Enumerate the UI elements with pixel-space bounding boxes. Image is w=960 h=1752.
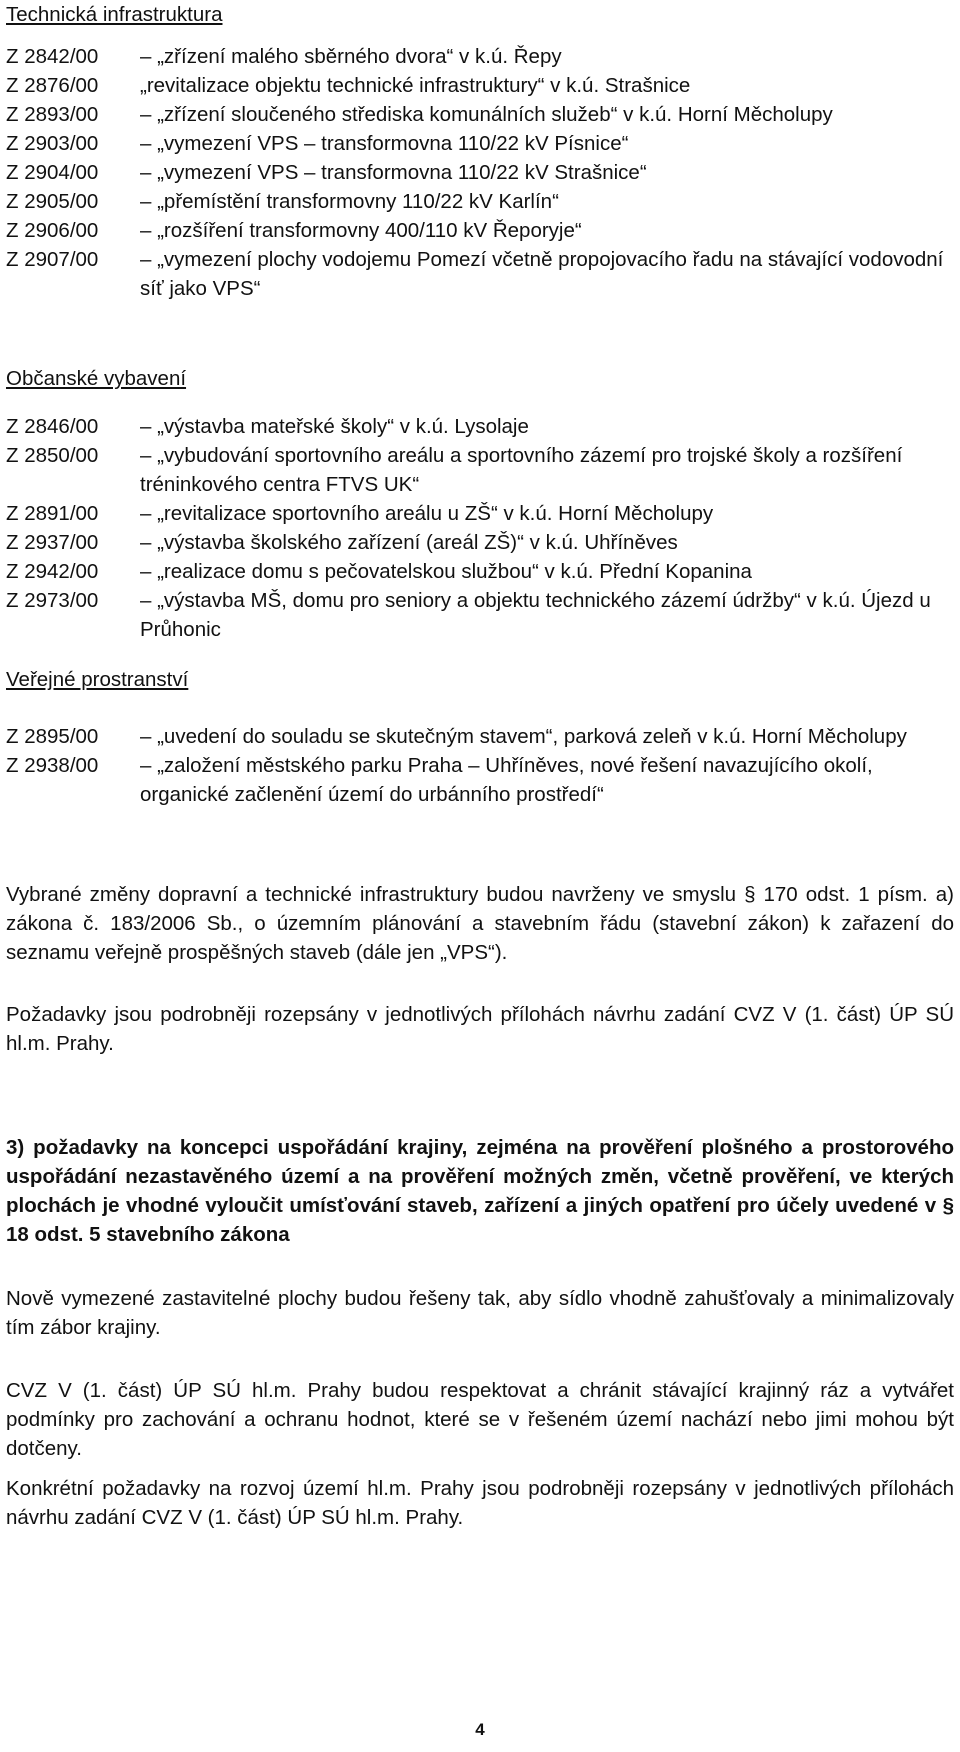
paragraph-vps bbox=[6, 880, 954, 967]
list-item bbox=[6, 42, 946, 71]
item-code: Z 2903/00 bbox=[6, 132, 99, 155]
item-text: – „rozšíření transformovny 400/110 kV Řeporyje“ bbox=[140, 219, 582, 242]
list-item bbox=[6, 499, 946, 528]
item-code: Z 2904/00 bbox=[6, 161, 99, 184]
item-code: Z 2906/00 bbox=[6, 219, 99, 242]
list-item bbox=[6, 129, 946, 158]
item-code: Z 2905/00 bbox=[6, 190, 99, 213]
public-space-list bbox=[6, 722, 946, 809]
item-code: Z 2942/00 bbox=[6, 560, 99, 583]
section-heading-public-space: Veřejné prostranství bbox=[6, 668, 189, 691]
item-text: – „vymezení plochy vodojemu Pomezí včetně propojovacího řadu na stávající vodovodní síť jako VPS“ bbox=[140, 248, 944, 300]
item-text: – „vymezení VPS – transformovna 110/22 kV Strašnice“ bbox=[140, 161, 647, 184]
list-item bbox=[6, 216, 946, 245]
list-item bbox=[6, 412, 946, 441]
item-code: Z 2850/00 bbox=[6, 444, 99, 467]
list-item bbox=[6, 528, 946, 557]
list-item bbox=[6, 722, 946, 751]
item-text: „revitalizace objektu technické infrastruktury“ v k.ú. Strašnice bbox=[140, 74, 691, 97]
page-number: 4 bbox=[475, 1720, 485, 1739]
paragraph-text: CVZ V (1. část) ÚP SÚ hl.m. Prahy budou respektovat a chránit stávající krajinný ráz a vytvářet podmínky pro zachování a ochranu hodnot, které se v řešeném území nachází nebo jimi mohou být dotčeny. bbox=[6, 1379, 954, 1460]
item-code: Z 2973/00 bbox=[6, 589, 99, 612]
civic-amenities-list bbox=[6, 412, 946, 644]
item-text: – „přemístění transformovny 110/22 kV Karlín“ bbox=[140, 190, 559, 213]
list-item bbox=[6, 245, 946, 303]
paragraph-landscape-character bbox=[6, 1376, 954, 1463]
technical-infrastructure-list bbox=[6, 42, 946, 303]
list-item bbox=[6, 71, 946, 100]
item-code: Z 2907/00 bbox=[6, 248, 99, 271]
paragraph-text: Vybrané změny dopravní a technické infrastruktury budou navrženy ve smyslu § 170 odst. 1 písm. a) zákona č. 183/2006 Sb., o územním plánování a stavebním řádu (stavební zákon) k zařazení do seznamu veřejně prospěšných staveb (dále jen „VPS“). bbox=[6, 883, 954, 964]
list-item bbox=[6, 158, 946, 187]
item-code: Z 2842/00 bbox=[6, 45, 99, 68]
list-item bbox=[6, 751, 946, 809]
item-text: – „uvedení do souladu se skutečným stavem“, parková zeleň v k.ú. Horní Měcholupy bbox=[140, 725, 907, 748]
item-code: Z 2876/00 bbox=[6, 74, 99, 97]
item-code: Z 2938/00 bbox=[6, 754, 99, 777]
item-text: – „založení městského parku Praha – Uhříněves, nové řešení navazujícího okolí, organické začlenění území do urbánního prostředí“ bbox=[140, 754, 873, 806]
item-text: – „výstavba mateřské školy“ v k.ú. Lysolaje bbox=[140, 415, 529, 438]
item-text: – „vymezení VPS – transformovna 110/22 kV Písnice“ bbox=[140, 132, 629, 155]
paragraph-text: Nově vymezené zastavitelné plochy budou řešeny tak, aby sídlo vhodně zahušťovaly a minimalizovaly tím zábor krajiny. bbox=[6, 1287, 954, 1339]
item-text: – „realizace domu s pečovatelskou službou“ v k.ú. Přední Kopanina bbox=[140, 560, 752, 583]
section-heading-civic-amenities: Občanské vybavení bbox=[6, 367, 187, 390]
item-text: – „revitalizace sportovního areálu u ZŠ“ v k.ú. Horní Měcholupy bbox=[140, 502, 714, 525]
item-code: Z 2893/00 bbox=[6, 103, 99, 126]
section-heading-text: 3) požadavky na koncepci uspořádání krajiny, zejména na prověření plošného a prostorového uspořádání nezastavěného území a na prověření možných změn, včetně prověření, ve kterých plochách je vhodné vyloučit umísťování staveb, zařízení a jiných opatření pro účely uvedené v § 18 odst. 5 stavebního zákona bbox=[6, 1136, 954, 1246]
item-code: Z 2846/00 bbox=[6, 415, 99, 438]
item-code: Z 2895/00 bbox=[6, 725, 99, 748]
paragraph-buildable-areas bbox=[6, 1284, 954, 1342]
item-text: – „zřízení sloučeného střediska komunálních služeb“ v k.ú. Horní Měcholupy bbox=[140, 103, 833, 126]
list-item bbox=[6, 586, 946, 644]
item-code: Z 2891/00 bbox=[6, 502, 99, 525]
paragraph-text: Konkrétní požadavky na rozvoj území hl.m. Prahy jsou podrobněji rozepsány v jednotlivých přílohách návrhu zadání CVZ V (1. část) ÚP SÚ hl.m. Prahy. bbox=[6, 1477, 954, 1529]
section-heading-technical-infrastructure: Technická infrastruktura bbox=[6, 3, 223, 26]
list-item bbox=[6, 187, 946, 216]
paragraph-development bbox=[6, 1474, 954, 1532]
item-text: – „výstavba MŠ, domu pro seniory a objektu technického zázemí údržby“ v k.ú. Újezd u Průhonic bbox=[140, 589, 931, 641]
item-code: Z 2937/00 bbox=[6, 531, 99, 554]
list-item bbox=[6, 100, 946, 129]
item-text: – „výstavba školského zařízení (areál ZŠ)“ v k.ú. Uhříněves bbox=[140, 531, 678, 554]
item-text: – „vybudování sportovního areálu a sportovního zázemí pro trojské školy a rozšíření tréninkového centra FTVS UK“ bbox=[140, 444, 903, 496]
paragraph-text: Požadavky jsou podrobněji rozepsány v jednotlivých přílohách návrhu zadání CVZ V (1. část) ÚP SÚ hl.m. Prahy. bbox=[6, 1003, 954, 1055]
list-item bbox=[6, 557, 946, 586]
item-text: – „zřízení malého sběrného dvora“ v k.ú. Řepy bbox=[140, 45, 562, 68]
list-item bbox=[6, 441, 946, 499]
paragraph-requirements bbox=[6, 1000, 954, 1058]
section-heading-landscape bbox=[6, 1133, 954, 1249]
